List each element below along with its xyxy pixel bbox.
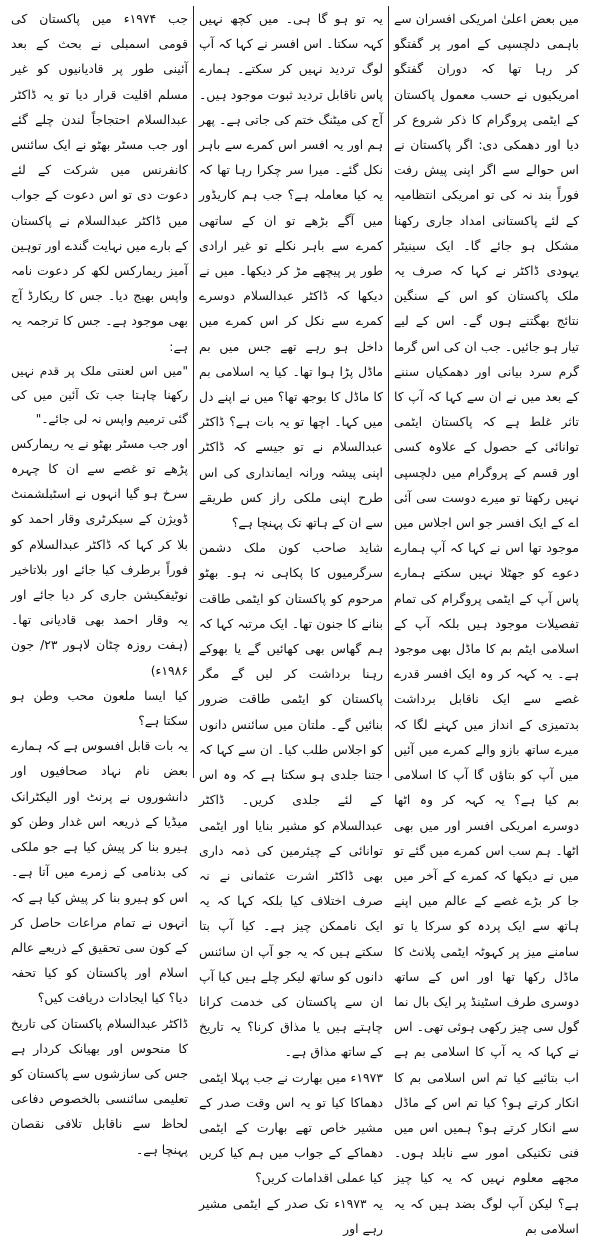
section-question: کیا ایسا ملعون محب وطن ہو سکتا ہے؟	[11, 687, 188, 729]
paragraph: یہ بات قابل افسوس ہے کہ ہمارے بعض نام نہاد صحافیوں اور دانشوروں نے پرنٹ اور الیکٹرانک میڈیا کے ذریعہ اس غدار وطن کو ہیرو بنا کر پیش کیا ہے جو ملکی کی بدنامی کے زمرے میں آتا ہے۔ اس کو ہیرو بنا کر پیش کیا ہے کہ انہوں نے تمام مراعات حاصل کر کے کون سی تحقیق کے ذریعے عالم اسلام اور پاکستان کو کیا تحفہ دیا؟ کیا ایجادات دریافت کیں؟	[11, 738, 188, 1006]
paragraph: ڈاکٹر عبدالسلام پاکستان کی تاریخ کا منحوس اور بھیانک کردار ہے جس کی سازشوں سے پاکستان کو تعلیمی سائنسی بالخصوص دفاعی لحاظ سے ناقابل تلافی نقصان پہنچا ہے۔	[11, 1015, 188, 1157]
paragraph: میں بعض اعلیٰ امریکی افسران سے باہمی دلچسپی کے امور پر گفتگو کر رہا تھا کہ دوران گفتگو امریکیوں نے حسب معمول پاکستان کے ایٹمی پروگرام کا ذکر شروع کر دیا اور دھمکی دی: اگر پاکستان نے اس حوالے سے اگر اپنی پیش رفت فوراً بند نہ کی تو امریکی انتظامیہ کے لئے پاکستانی امداد جاری رکھنا مشکل ہو جائے گا۔ ایک سینیٹر یہودی ڈاکٹر نے کہا کہ صرف یہ ملک پاکستان کو اس کے سنگین نتائج بھگتنے ہوں گے۔ اس کے لیے تیار ہو جائیں۔ جب ان کی اس گرما گرم سرد بیانی اور دھمکیاں سننے کے بعد میں نے ان سے کہا کہ آپ کا تاثر غلط ہے کہ پاکستان ایٹمی توانائی کے حصول کے علاوہ کسی اور قسم کے پروگرام میں دلچسپی نہیں رکھتا تو میرے دوست سی آئی اے کے ایک افسر جو اس اجلاس میں موجود تھا اس نے کہا کہ آپ ہمارے دعوے کو جھٹلا نہیں سکتے ہمارے پاس آپ کے ایٹمی پروگرام کی تمام تفصیلات موجود ہیں بلکہ آپ کے اسلامی ایٹم بم کا ماڈل بھی موجود ہے۔ یہ کہہ کر وہ ایک افسر قدرے غصے سے ایک ناقابل برداشت بدتمیزی کے انداز میں کہنے لگا کہ میرے ساتھ بازو والے کمرے میں آئیں میں آپ کو بتاؤں گا آپ کا اسلامی بم کیا ہے؟ یہ کہہ کر وہ اٹھا دوسرے امریکی افسر اور میں بھی اٹھا۔ ہم سب اس کمرے میں گئے تو میں نے دیکھا کہ کمرے کے آخر میں جا کر بڑے غصے کے عالم میں اپنے ہاتھ سے ایک پردہ کو سرکا یا تو سامنے میز پر کہوٹہ ایٹمی پلانٹ کا ماڈل رکھا تھا اور اس کے ساتھ دوسری طرف اسٹینڈ پر ایک بال نما گول سی چیز رکھی ہوئی تھی۔ اس نے کہا کہ یہ آپ کا اسلامی بم ہے اب بتائیے کیا تم اس اسلامی بم کا انکار کرتے ہو؟ کیا تم اس کے ماڈل سے انکار کرتے ہو؟ ہمیں اس میں فنی تکنیکی امور سے نابلد ہوں۔ مجھے معلوم نہیں کہ یہ کیا چیز ہے؟ لیکن آپ لوگ بضد ہیں کہ یہ اسلامی بم	[394, 11, 579, 1236]
paragraph: یہ تو ہو گا ہی۔ میں کچھ نہیں کہہ سکتا۔ اس افسر نے کہا کہ آپ لوگ تردید نہیں کر سکتے۔ ہمارے پاس ناقابل تردید ثبوت موجود ہیں۔ آج کی میٹنگ ختم کی جاتی ہے۔ پھر ہم اور یہ افسر اس کمرے سے باہر نکل گئے۔ میرا سر چکرا رہا تھا کہ یہ کیا معاملہ ہے؟ جب ہم کاریڈور میں آگے بڑھے تو ان کے ساتھی کمرے سے باہر نکلے تو غیر ارادی طور پر پیچھے مڑ کر دیکھا۔ میں نے دیکھا کہ ڈاکٹر عبدالسلام دوسرے کمرے سے نکل کر اس کمرے میں داخل ہو رہے تھے جس میں بم ماڈل پڑا ہوا تھا۔ کیا یہ اسلامی بم کا ماڈل کا بوجھ تھا؟ میں نے اپنے دل میں کہا۔ اچھا تو یہ بات ہے؟ ڈاکٹر عبدالسلام نے تو جیسے کہ ڈاکٹر اپنی پیشہ ورانہ ایمانداری کی اس طرح اپنی ملکی راز کس طریقے سے ان کے ہاتھ تک پہنچا ہے؟	[199, 11, 383, 531]
paragraph: شاید صاحب کون ملک دشمن سرگرمیوں کا پکاہی نہ ہو۔ بھٹو مرحوم کو پاکستان کو ایٹمی طاقت بنانے کا جنون تھا۔ ایک مرتبہ کہا کہ ہم گھاس بھی کھائیں گے یا بھوکے رہنا برداشت کر لیں گے مگر پاکستان کو ایٹمی طاقت ضرور بنائیں گے۔ ملتان میں سائنس دانوں کو اجلاس طلب کیا۔ ان سے کہا کہ جتنا جلدی ہو سکتا ہے کہ وہ اس کے لئے جلدی کریں۔ ڈاکٹر عبدالسلام کو مشیر بنایا اور ایٹمی توانائی کے چیئرمین کی ذمہ داری بھی ڈاکٹر اشرت عثمانی نے نہ صرف اختلاف کیا بلکہ کہا کہ یہ ایک ناممکن چیز ہے۔ کیا آپ بتا سکتے ہیں کہ یہ جو آپ ان سائنس دانوں کو ساتھ لیکر چلے ہیں کیا آپ ان سے پاکستان کی خدمت کرانا چاہتے ہیں یا مذاق کرنا؟ یہ تاریخ کے ساتھ مذاق ہے۔	[199, 540, 383, 1060]
paragraph: یہ ۱۹۷۳ء تک صدر کے ایٹمی مشیر رہے اور	[199, 1195, 383, 1236]
text-column-middle	[193, 6, 389, 1236]
text-column-right	[389, 6, 584, 1236]
text-column-left	[6, 6, 193, 1157]
paragraph: جب ۱۹۷۴ء میں پاکستان کی قومی اسمبلی نے بحث کے بعد آئینی طور پر قادیانیوں کو غیر مسلم اقلیت قرار دیا تو یہ ڈاکٹر عبدالسلام احتجاجاً لندن چلے گئے اور جب مسٹر بھٹو نے ایک سائنس کانفرنس میں شرکت کے لئے دعوت دی تو اس دعوت کے جواب میں ڈاکٹر عبدالسلام نے پاکستان کے بارے میں نہایت گندے اور توہین آمیز ریمارکس لکھ کر دعوت نامہ واپس بھیج دیا۔ جس کا ریکارڈ آج بھی موجود ہے۔ جس کا ترجمہ یہ ہے:	[11, 11, 189, 354]
paragraph: اور جب مسٹر بھٹو نے یہ ریمارکس پڑھے تو غصے سے ان کا چہرہ سرخ ہو گیا انہوں نے اسٹبلشمنٹ ڈویژن کے سیکرٹری وقار احمد کو بلا کر کہا کہ ڈاکٹر عبدالسلام کو فوراً برطرف کیا جائے اور بلاتاخیر نوٹیفکیشن جاری کر دیا جائے اور یہ وقار احمد بھی قادیانی تھا۔ (ہفت روزہ چٹان لاہور ۲۳/ جون ۱۹۸۶ء)	[11, 435, 188, 678]
paragraph: ۱۹۷۳ء میں بھارت نے جب پہلا ایٹمی دھماکا کیا تو یہ اس وقت صدر کے مشیر خاص تھے بھارت کے ایٹمی دھماکے کے جواب میں ہم کیا کریں کیا عملی اقدامات کریں؟	[199, 1069, 383, 1186]
quotation: "میں اس لعنتی ملک پر قدم نہیں رکھنا چاہتا جب تک آئین میں کی گئی ترمیم واپس نہ لی جائے۔"	[11, 363, 188, 426]
